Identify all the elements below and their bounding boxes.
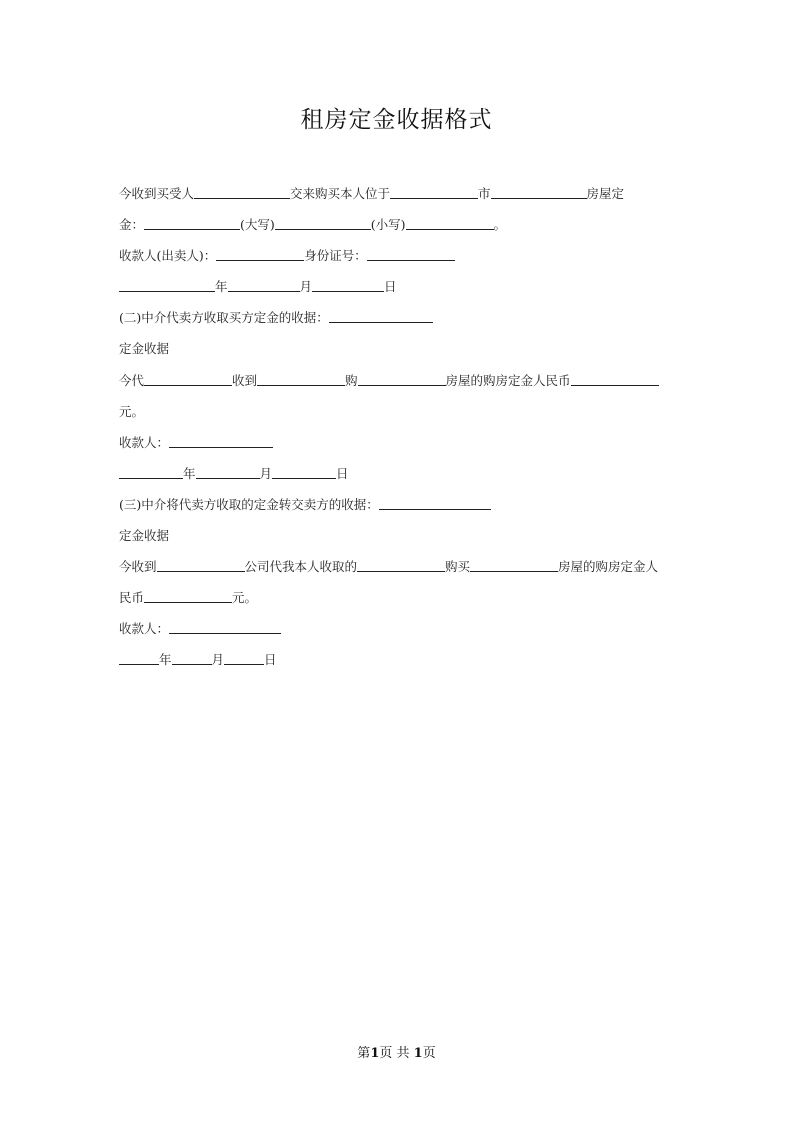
form-text: 民币	[119, 590, 145, 606]
form-text: (二)中介代卖方收取买方定金的收据：	[119, 310, 329, 326]
form-line	[119, 182, 677, 213]
fill-in-blank[interactable]	[119, 277, 215, 292]
form-text: 。	[493, 217, 507, 233]
form-text: 元。	[232, 590, 258, 606]
fill-in-blank[interactable]	[367, 246, 455, 261]
form-text: 定金收据	[119, 341, 170, 357]
fill-in-blank[interactable]	[470, 557, 558, 572]
fill-in-blank[interactable]	[571, 371, 659, 386]
document-title: 租房定金收据格式	[300, 107, 493, 133]
form-text: 元。	[119, 403, 145, 419]
form-text: 公司代我本人收取的	[244, 559, 358, 575]
form-text: 月	[259, 465, 273, 481]
form-text: 定金收据	[119, 528, 170, 544]
fill-in-blank[interactable]	[312, 277, 384, 292]
form-line	[119, 462, 677, 493]
form-text: 收款人(出卖人)：	[119, 248, 217, 264]
document-body	[119, 182, 677, 680]
form-text: 房屋的购房定金人民币	[445, 372, 571, 388]
fill-in-blank[interactable]	[379, 495, 491, 510]
form-text: 房屋定	[586, 186, 625, 201]
fill-in-blank[interactable]	[144, 215, 240, 230]
form-line	[119, 275, 677, 306]
form-text: 收款人：	[119, 434, 170, 450]
form-text: 购买	[445, 559, 471, 575]
form-text: 今收到	[119, 559, 157, 575]
form-text: (小写)	[370, 217, 406, 233]
fill-in-blank[interactable]	[119, 650, 159, 665]
fill-in-blank[interactable]	[172, 650, 212, 665]
footer-prefix: 第	[357, 1046, 371, 1061]
form-text: 日	[264, 652, 277, 668]
form-text: (三)中介将代卖方收取的定金转交卖方的收据：	[119, 496, 379, 512]
fill-in-blank[interactable]	[406, 215, 494, 230]
form-text: 房屋的购房定金人	[558, 559, 659, 575]
footer-page-number: 1	[370, 1046, 380, 1061]
fill-in-blank[interactable]	[358, 371, 446, 386]
fill-in-blank[interactable]	[196, 464, 260, 479]
form-text: 身份证号：	[304, 248, 367, 264]
fill-in-blank[interactable]	[169, 619, 281, 634]
fill-in-blank[interactable]	[144, 371, 232, 386]
fill-in-blank[interactable]	[144, 588, 232, 603]
form-line	[119, 431, 677, 462]
form-text: 今代	[119, 372, 145, 388]
fill-in-blank[interactable]	[119, 464, 183, 479]
form-text: 日	[384, 279, 397, 295]
form-line	[119, 244, 677, 275]
form-line	[119, 306, 677, 337]
form-text: 市	[478, 186, 491, 201]
page-footer	[0, 1042, 793, 1061]
form-text: (大写)	[240, 217, 275, 233]
form-text: 收到	[232, 372, 258, 388]
fill-in-blank[interactable]	[390, 184, 478, 199]
form-line	[119, 400, 677, 431]
form-line	[119, 337, 677, 368]
fill-in-blank[interactable]	[228, 277, 300, 292]
fill-in-blank[interactable]	[216, 246, 304, 261]
form-text: 月	[211, 652, 225, 668]
fill-in-blank[interactable]	[275, 215, 371, 230]
footer-total-pages: 1	[413, 1046, 423, 1061]
form-line	[119, 617, 677, 648]
fill-in-blank[interactable]	[357, 557, 445, 572]
form-text: 年	[215, 279, 228, 295]
fill-in-blank[interactable]	[329, 308, 433, 323]
form-line	[119, 586, 677, 617]
form-text: 日	[336, 465, 349, 481]
fill-in-blank[interactable]	[169, 433, 273, 448]
form-line	[119, 524, 677, 555]
form-line	[119, 555, 677, 586]
fill-in-blank[interactable]	[224, 650, 264, 665]
form-line	[119, 648, 677, 679]
form-text: 年	[183, 465, 196, 481]
form-text: 收款人：	[119, 621, 170, 637]
form-text: 年	[159, 652, 172, 668]
fill-in-blank[interactable]	[157, 557, 245, 572]
form-line	[119, 369, 677, 400]
fill-in-blank[interactable]	[194, 184, 290, 199]
footer-mid: 页 共	[379, 1046, 410, 1061]
form-text: 今收到买受人	[119, 186, 195, 201]
form-text: 金：	[119, 217, 145, 233]
fill-in-blank[interactable]	[257, 371, 345, 386]
form-line	[119, 213, 677, 244]
form-text: 月	[299, 279, 313, 295]
fill-in-blank[interactable]	[491, 184, 587, 199]
form-line	[119, 493, 677, 524]
footer-suffix: 页	[422, 1046, 436, 1061]
fill-in-blank[interactable]	[272, 464, 336, 479]
form-text: 交来购买本人位于	[290, 186, 391, 201]
form-text: 购	[345, 372, 358, 388]
